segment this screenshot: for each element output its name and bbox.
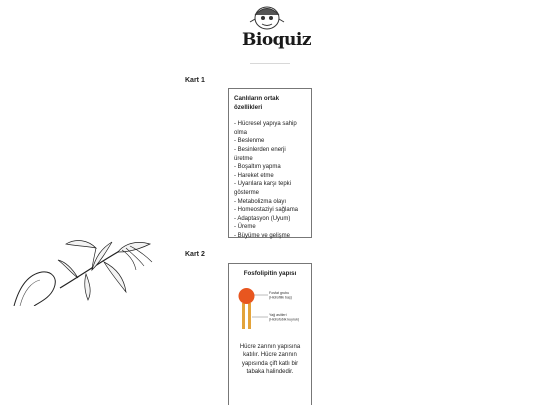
tail-label-1: Yağ asitleri [269,312,287,317]
head-label-1: Fosfat grubu [269,290,290,295]
list-item: - Adaptasyon (Uyum) [234,215,291,222]
list-item: - Büyüme ve gelişme [234,232,291,239]
phospholipid-diagram [234,283,308,339]
list-item: - Hareket etme [234,172,274,179]
card-1-label: Kart 1 [185,77,205,84]
list-item: - Hücresel yapıya sahip olma [234,121,297,136]
phosphate-head-icon [239,288,255,304]
mascot-icon [238,2,298,32]
card-1-title: Canlıların ortak özellikleri [234,95,280,111]
head-label-2: (Hidrofilik baş) [269,295,292,300]
tail-label-2: (Hidrofobik kuyruk) [269,317,300,322]
logo-text: Bioquiz [242,30,312,50]
list-item: - Üreme [234,224,256,231]
fatty-acid-tail-left [242,303,245,329]
logo-divider [250,63,290,64]
fatty-acid-tail-right [248,303,251,329]
list-item: - Metabolizma olayı [234,198,287,205]
card-2-description: Hücre zarının yapısına katılır. Hücre zarının yapısında çift katlı bir tabaka halindedir. [239,343,301,376]
list-item: - Boşaltım yapma [234,164,281,171]
list-item: - Uyarılara karşı tepki gösterme [234,181,292,196]
card-1[interactable] [228,88,312,238]
plant-illustration [0,226,160,306]
list-item: - Besinlerden enerji üretme [234,146,286,162]
list-item: - Homeostaziyi sağlama [234,207,299,214]
list-item: - Beslenme [234,138,265,145]
card-2-label: Kart 2 [185,251,205,258]
card-2-title: Fosfolipitin yapısı [243,270,297,277]
card-2[interactable] [228,263,312,405]
card-1-list [234,120,306,240]
